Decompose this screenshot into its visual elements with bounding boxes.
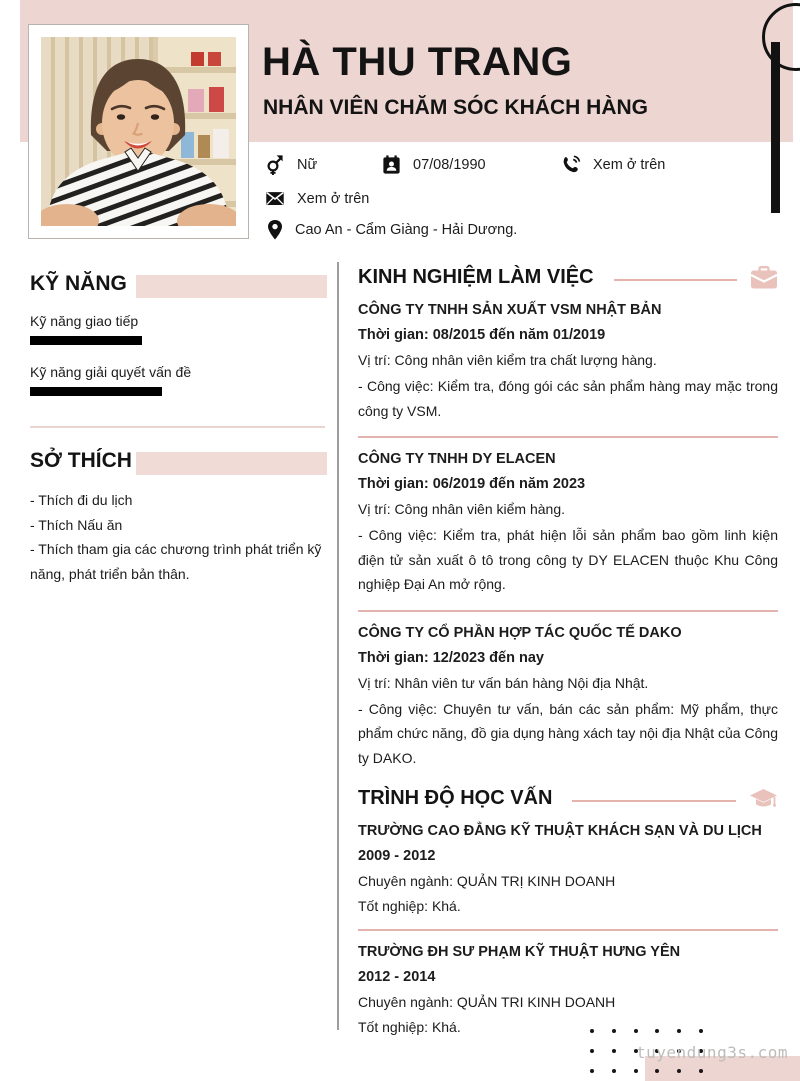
dot [655, 1029, 659, 1033]
column-divider [337, 262, 339, 1030]
briefcase-icon [750, 266, 778, 289]
school-name: TRƯỜNG CAO ĐẲNG KỸ THUẬT KHÁCH SẠN VÀ DU LỊCH [358, 823, 762, 839]
contact-email [264, 188, 369, 210]
dot [699, 1069, 703, 1073]
job-time: Thời gian: 08/2015 đến năm 01/2019 [358, 327, 606, 343]
candidate-name: HÀ THU TRANG [262, 40, 573, 84]
dot [699, 1029, 703, 1033]
gender-value: Nữ [297, 157, 318, 173]
job-position: Vị trí: Công nhân viên kiểm tra chất lượng hàng. [358, 352, 657, 368]
contact-phone [560, 154, 665, 176]
hobbies-heading-text: SỞ THÍCH [30, 449, 132, 472]
profile-photo-frame [28, 24, 249, 239]
birthday-value: 07/08/1990 [413, 156, 486, 173]
graduation-cap-icon [749, 788, 778, 810]
dot [677, 1029, 681, 1033]
job-position: Vị trí: Công nhân viên kiểm hàng. [358, 501, 566, 517]
job-description: - Công việc: Kiểm tra, phát hiện lỗi sản phẩm bao gồm linh kiện điện tử sản xuất ô tô trong công ty DY ELACEN thuộc Khu Công nghiệp Đại An mở rộng. [358, 527, 778, 592]
heading-accent-rect [136, 452, 327, 475]
company-name: CÔNG TY CỔ PHẦN HỢP TÁC QUỐC TẾ DAKO [358, 624, 682, 641]
contact-birthday [381, 154, 486, 175]
skills-section-heading [30, 272, 325, 299]
company-name: CÔNG TY TNHH SẢN XUẤT VSM NHẬT BẢN [358, 302, 662, 318]
hobby-item: - Thích Nấu ăn [30, 516, 123, 533]
main-content [358, 266, 778, 1037]
dot [590, 1029, 594, 1033]
heading-underline [614, 279, 737, 281]
entry-divider [358, 929, 778, 931]
heading-underline [572, 800, 736, 802]
hobby-item: - Thích tham gia các chương trình phát triển kỹ năng, phát triển bản thân. [30, 541, 322, 582]
dot [634, 1069, 638, 1073]
entry-divider [358, 436, 778, 438]
education-section-heading [358, 787, 778, 810]
hobbies-list [30, 488, 325, 586]
dot [655, 1069, 659, 1073]
dot [612, 1069, 616, 1073]
dot [590, 1049, 594, 1053]
sidebar-divider [30, 426, 325, 428]
education-entry [358, 942, 778, 1037]
email-icon [264, 188, 286, 210]
experience-entry [358, 300, 778, 438]
experience-entry [358, 449, 778, 612]
candidate-job-title: NHÂN VIÊN CHĂM SÓC KHÁCH HÀNG [263, 96, 649, 119]
contact-gender [264, 154, 317, 176]
school-years: 2012 - 2014 [358, 969, 436, 985]
heading-accent-rect [136, 275, 327, 298]
job-description: - Công việc: Chuyên tư vấn, bán các sản phẩm: Mỹ phẩm, thực phẩm chức năng, đồ gia dụng hàng xách tay nội địa Nhật của Công ty DAKO. [358, 700, 778, 766]
entry-divider [358, 610, 778, 612]
job-description: - Công việc: Kiểm tra, đóng gói các sản phẩm hàng may mặc trong công ty VSM. [358, 378, 778, 419]
profile-photo [41, 37, 236, 226]
phone-icon [560, 154, 582, 176]
gender-icon [264, 154, 286, 176]
job-time: Thời gian: 12/2023 đến nay [358, 649, 544, 666]
dot [590, 1069, 594, 1073]
dot [634, 1029, 638, 1033]
experience-heading-text: KINH NGHIỆM LÀM VIỆC [358, 266, 594, 288]
birthday-icon [381, 154, 402, 175]
job-time: Thời gian: 06/2019 đến năm 2023 [358, 476, 586, 492]
school-years: 2009 - 2012 [358, 848, 436, 864]
experience-entry [358, 623, 778, 771]
skills-heading-text: KỸ NĂNG [30, 272, 127, 295]
hobbies-section-heading [30, 449, 325, 476]
vertical-bar-decoration [771, 42, 780, 213]
email-value: Xem ở trên [297, 191, 370, 207]
school-grade: Tốt nghiệp: Khá. [358, 898, 461, 914]
dot [677, 1069, 681, 1073]
skill-label: Kỹ năng giao tiếp [30, 313, 139, 329]
dot [612, 1049, 616, 1053]
company-name: CÔNG TY TNHH DY ELACEN [358, 451, 556, 467]
education-heading-text: TRÌNH ĐỘ HỌC VẤN [358, 787, 553, 809]
contact-address [266, 219, 517, 241]
hobby-item: - Thích đi du lịch [30, 492, 133, 508]
skill-bar [30, 387, 162, 396]
address-value: Cao An - Cẩm Giàng - Hải Dương. [295, 222, 518, 238]
location-icon [266, 219, 284, 241]
sidebar [30, 272, 325, 586]
watermark: tuyendung3s.com [636, 1043, 788, 1062]
school-major: Chuyên ngành: QUẢN TRI KINH DOANH [358, 994, 616, 1010]
school-major: Chuyên ngành: QUẢN TRỊ KINH DOANH [358, 873, 616, 889]
skill-label: Kỹ năng giải quyết vấn đề [30, 364, 192, 380]
skill-bar [30, 336, 142, 345]
dot [612, 1029, 616, 1033]
school-grade: Tốt nghiệp: Khá. [358, 1019, 461, 1035]
phone-value: Xem ở trên [593, 157, 666, 173]
job-position: Vị trí: Nhân viên tư vấn bán hàng Nội địa Nhật. [358, 674, 649, 691]
school-name: TRƯỜNG ĐH SƯ PHẠM KỸ THUẬT HƯNG YÊN [358, 944, 681, 960]
education-entry [358, 821, 778, 931]
experience-section-heading [358, 266, 778, 289]
